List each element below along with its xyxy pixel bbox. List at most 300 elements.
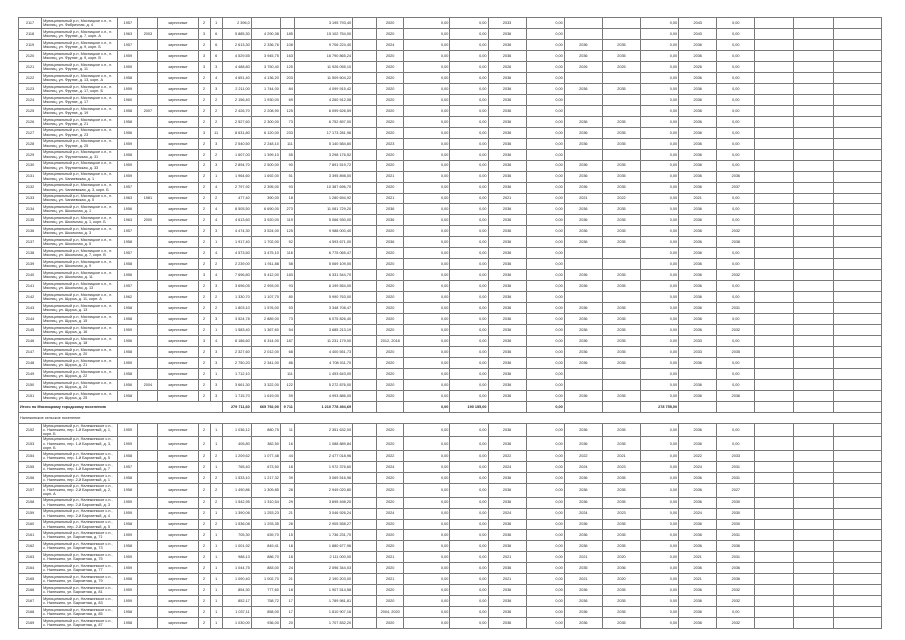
entrances-cell: 2 [210, 116, 222, 127]
empty-cell [755, 83, 793, 94]
total-area-cell: 1 964,60 [222, 171, 251, 182]
entrances-cell: 4 [210, 72, 222, 83]
work-c-cell: 0,00 [641, 39, 679, 50]
floors-cell: 2 [198, 160, 210, 171]
amount-cell: 0,00 [404, 574, 450, 585]
empty-cell [755, 292, 793, 303]
repair-year-cell: 2021 [377, 574, 404, 585]
year-c-cell: 2035 [602, 596, 640, 607]
year-b-cell: 2036 [564, 83, 602, 94]
empty-cell [833, 270, 881, 281]
empty-cell [755, 574, 793, 585]
empty-cell [564, 401, 602, 412]
living-area-cell [251, 18, 280, 29]
wall-material-cell: кирпичные [158, 248, 198, 259]
year-a-cell: 2036 [488, 358, 526, 369]
work-c-cell: 0,00 [641, 204, 679, 215]
work-a-cell: 0,00 [450, 193, 488, 204]
work-a-cell: 0,00 [450, 574, 488, 585]
work-a-cell: 0,00 [450, 204, 488, 215]
empty-cell [793, 270, 833, 281]
year-e-cell: 0,00 [717, 61, 755, 72]
year-built-cell: 1958 [118, 149, 138, 160]
empty-cell [755, 390, 793, 401]
empty-cell [755, 182, 793, 193]
work-b-cell: 0,00 [526, 519, 564, 530]
extra-cell [353, 483, 377, 497]
wall-material-cell: кирпичные [158, 574, 198, 585]
repair-year-cell: 2020 [377, 596, 404, 607]
living-area-cell: 858,00 [251, 607, 280, 618]
total-area-cell: 1 715,70 [222, 390, 251, 401]
year-built-cell: 1958 [118, 473, 138, 484]
year-d-cell: 2036 [679, 215, 717, 226]
work-b-cell: 0,00 [526, 215, 564, 226]
floors-cell: 2 [198, 473, 210, 484]
extra-cell [353, 437, 377, 451]
residents-cell: 51 [280, 171, 294, 182]
work-b-cell: 0,00 [526, 390, 564, 401]
wall-material-cell: кирпичные [158, 585, 198, 596]
residents-cell: 68 [280, 347, 294, 358]
address-cell: Муниципальный р-н, Мясницкое с.п., п. Мясниц, ул. Щорса, д. 16 [42, 325, 118, 336]
table-row [19, 204, 882, 215]
work-b-cell: 0,00 [526, 574, 564, 585]
year-b-cell: 2036 [564, 473, 602, 484]
year-a-cell: 2036 [488, 314, 526, 325]
repair-year-cell: 2020 [377, 473, 404, 484]
year-d-cell: 2036 [679, 116, 717, 127]
year-reconstructed-cell [138, 281, 158, 292]
wall-material-cell: кирпичные [158, 607, 198, 618]
row-number: 2119 [19, 39, 42, 50]
extra-cell [353, 607, 377, 618]
year-a-cell: 2036 [488, 423, 526, 437]
empty-cell [793, 473, 833, 484]
total-area-cell: 4 488,80 [222, 61, 251, 72]
wall-material-cell: кирпичные [158, 116, 198, 127]
repair-year-cell: 2020 [377, 292, 404, 303]
living-area-cell: 3 475,10 [251, 248, 280, 259]
work-b-cell: 0,00 [526, 182, 564, 193]
year-built-cell: 1959 [118, 530, 138, 541]
empty-cell [793, 237, 833, 248]
living-area-cell: 2 300,00 [251, 116, 280, 127]
empty-cell [793, 347, 833, 358]
work-c-cell: 0,00 [641, 248, 679, 259]
work-b-cell: 0,00 [526, 50, 564, 61]
year-reconstructed-cell [138, 182, 158, 193]
extra-cell [353, 552, 377, 563]
work-b-cell: 0,00 [526, 303, 564, 314]
year-d-cell: 2036 [679, 160, 717, 171]
floors-cell: 2 [198, 390, 210, 401]
amount-cell: 0,00 [404, 259, 450, 270]
work-c-cell: 0,00 [641, 462, 679, 473]
repair-year-cell: 2020 [377, 149, 404, 160]
repair-year-cell: 2020 [377, 226, 404, 237]
year-reconstructed-cell [138, 563, 158, 574]
year-built-cell: 1958 [118, 259, 138, 270]
empty-cell [833, 519, 881, 530]
row-number: 2122 [19, 72, 42, 83]
work-a-cell: 0,00 [450, 347, 488, 358]
residents-cell: 18 [280, 193, 294, 204]
year-c-cell: 2035 [602, 483, 640, 497]
address-cell: Муниципальный р-н, Мясницкое с.п., п. Мясниц, ул. Фрунзе, д. 9, корп. В [42, 50, 118, 61]
table-row [19, 563, 882, 574]
wall-material-cell: кирпичные [158, 83, 198, 94]
work-c-cell: 0,00 [641, 379, 679, 390]
address-cell: Муниципальный р-н, Належинское с.п., с. Належино, пер. 1-й Бархатный, д. 3, корп. Б [42, 437, 118, 451]
row-number: 2130 [19, 160, 42, 171]
work-c-cell: 0,00 [641, 437, 679, 451]
year-c-cell: 2035 [602, 530, 640, 541]
repair-year-cell: 2020 [377, 116, 404, 127]
work-a-cell: 0,00 [450, 437, 488, 451]
year-c-cell: 2035 [602, 473, 640, 484]
empty-cell [755, 18, 793, 29]
amount-cell: 0,00 [404, 303, 450, 314]
year-a-cell: 2036 [488, 171, 526, 182]
year-d-cell: 2036 [679, 182, 717, 193]
table-row [19, 160, 882, 171]
floors-cell: 2 [198, 149, 210, 160]
year-e-cell: 0,00 [717, 215, 755, 226]
residents-cell: 203 [280, 72, 294, 83]
empty-cell [755, 28, 793, 39]
subtotal-area-cell: 279 711,60 [222, 401, 251, 412]
work-a-cell: 0,00 [450, 596, 488, 607]
empty-cell [793, 497, 833, 508]
residents-cell: 273 [280, 204, 294, 215]
living-area-cell: 1 002,70 [251, 574, 280, 585]
year-b-cell: 2036 [564, 215, 602, 226]
empty-cell [833, 193, 881, 204]
cost-cell: 2 351 632,00 [294, 423, 352, 437]
empty-cell [793, 193, 833, 204]
work-a-cell: 0,00 [450, 423, 488, 437]
cost-cell: 6 075 826,40 [294, 314, 352, 325]
empty-cell [793, 72, 833, 83]
address-cell: Муниципальный р-н, Належинское с.п., с. Належино, ул. Бархатная, д. 85 [42, 607, 118, 618]
year-e-cell: 0,00 [717, 423, 755, 437]
extra-cell [353, 541, 377, 552]
extra-cell [353, 61, 377, 72]
address-cell: Муниципальный р-н, Мясницкое с.п., п. Мясниц, ул. Школьная, д. 13 [42, 281, 118, 292]
empty-cell [793, 596, 833, 607]
amount-cell: 0,00 [404, 94, 450, 105]
residents-cell: 233 [280, 127, 294, 138]
row-number: 2132 [19, 182, 42, 193]
living-area-cell: 4 136,20 [251, 72, 280, 83]
year-d-cell: 2033 [679, 347, 717, 358]
wall-material-cell: кирпичные [158, 226, 198, 237]
total-area-cell: 3 661,30 [222, 379, 251, 390]
year-e-cell: 2031 [717, 552, 755, 563]
section-header-row [19, 412, 882, 423]
year-b-cell: 2036 [564, 530, 602, 541]
empty-cell [833, 83, 881, 94]
repair-year-cell: 2020 [377, 281, 404, 292]
year-b-cell: 2036 [564, 182, 602, 193]
year-a-cell: 2036 [488, 215, 526, 226]
empty-cell [793, 314, 833, 325]
row-number: 2127 [19, 127, 42, 138]
entrances-cell: 2 [210, 497, 222, 508]
wall-material-cell: кирпичные [158, 28, 198, 39]
year-b-cell: 2036 [564, 390, 602, 401]
extra-cell [353, 292, 377, 303]
year-built-cell: 1963 [118, 193, 138, 204]
living-area-cell: 1 293,35 [251, 519, 280, 530]
extra-cell [353, 303, 377, 314]
table-row [19, 325, 882, 336]
wall-material-cell: кирпичные [158, 94, 198, 105]
floors-cell: 2 [198, 193, 210, 204]
year-reconstructed-cell [138, 437, 158, 451]
work-a-cell: 0,00 [450, 83, 488, 94]
table-row [19, 519, 882, 530]
living-area-cell: 2 500,00 [251, 160, 280, 171]
wall-material-cell: кирпичные [158, 552, 198, 563]
table-row [19, 248, 882, 259]
floors-cell: 2 [198, 171, 210, 182]
repair-year-cell: 2020 [377, 28, 404, 39]
year-c-cell [602, 292, 640, 303]
work-b-cell: 0,00 [526, 61, 564, 72]
work-a-cell: 0,00 [450, 325, 488, 336]
entrances-cell: 1 [210, 585, 222, 596]
work-a-cell: 0,00 [450, 541, 488, 552]
table-row [19, 28, 882, 39]
year-reconstructed-cell [138, 451, 158, 462]
wall-material-cell: кирпичные [158, 530, 198, 541]
extra-cell [353, 259, 377, 270]
year-reconstructed-cell [138, 226, 158, 237]
amount-cell: 0,00 [404, 237, 450, 248]
year-a-cell: 2022 [488, 451, 526, 462]
total-area-cell: 1 037,11 [222, 607, 251, 618]
row-number: 2117 [19, 18, 42, 29]
year-d-cell: 2036 [679, 83, 717, 94]
total-area-cell: 3 696,05 [222, 281, 251, 292]
entrances-cell: 3 [210, 83, 222, 94]
work-c-cell: 0,00 [641, 28, 679, 39]
entrances-cell: 1 [210, 171, 222, 182]
floors-cell: 3 [198, 336, 210, 347]
work-b-cell: 0,00 [526, 28, 564, 39]
total-area-cell: 2 613,30 [222, 39, 251, 50]
year-e-cell: 0,00 [717, 259, 755, 270]
year-built-cell: 1957 [118, 182, 138, 193]
year-reconstructed-cell [138, 530, 158, 541]
year-e-cell: 2032 [717, 585, 755, 596]
cost-cell: 4 993 886,00 [294, 390, 352, 401]
year-b-cell [564, 379, 602, 390]
empty-cell [833, 292, 881, 303]
cost-cell: 16 790 865,24 [294, 50, 352, 61]
amount-cell: 0,00 [404, 292, 450, 303]
table-row [19, 390, 882, 401]
extra-cell [353, 574, 377, 585]
year-built-cell: 1957 [118, 281, 138, 292]
address-cell: Муниципальный р-н, Мясницкое с.п., п. Мясниц, ул. Щорса, д. 24 [42, 379, 118, 390]
year-b-cell: 2036 [564, 39, 602, 50]
row-number: 2140 [19, 270, 42, 281]
year-d-cell [679, 369, 717, 380]
year-reconstructed-cell: 1981 [138, 193, 158, 204]
year-b-cell [564, 248, 602, 259]
year-a-cell: 2036 [488, 596, 526, 607]
repair-year-cell: 2020 [377, 563, 404, 574]
extra-cell [353, 50, 377, 61]
empty-cell [755, 270, 793, 281]
year-d-cell: 2036 [679, 94, 717, 105]
year-reconstructed-cell [138, 18, 158, 29]
work-c-cell: 0,00 [641, 127, 679, 138]
year-reconstructed-cell [138, 390, 158, 401]
extra-cell [353, 281, 377, 292]
work-c-cell: 0,00 [641, 552, 679, 563]
empty-cell [833, 259, 881, 270]
year-e-cell: 0,00 [717, 149, 755, 160]
empty-cell [793, 116, 833, 127]
residents-cell: 90 [280, 160, 294, 171]
year-built-cell: 1957 [118, 462, 138, 473]
repair-year-cell: 2036 [377, 237, 404, 248]
work-c-cell: 0,00 [641, 83, 679, 94]
year-c-cell [602, 18, 640, 29]
address-cell: Муниципальный р-н, Мясницкое с.п., п. Мясниц, ул. Фрунзе, д. 9, корп. Б [42, 39, 118, 50]
empty-cell [793, 18, 833, 29]
floors-cell: 2 [198, 226, 210, 237]
table-row [19, 259, 882, 270]
total-area-cell: 2 894,70 [222, 160, 251, 171]
cost-cell: 3 685 213,19 [294, 325, 352, 336]
work-b-cell: 0,00 [526, 347, 564, 358]
year-built-cell: 1959 [118, 563, 138, 574]
year-b-cell: 2036 [564, 281, 602, 292]
address-cell: Муниципальный р-н, Мясницкое с.п., п. Мясниц, ул. Фрунзе, д. 21 [42, 116, 118, 127]
repair-year-cell: 2020 [377, 497, 404, 508]
work-a-cell: 0,00 [450, 473, 488, 484]
year-b-cell [564, 28, 602, 39]
amount-cell: 0,00 [404, 423, 450, 437]
empty-cell [793, 336, 833, 347]
table-row [19, 483, 882, 497]
amount-cell: 0,00 [404, 171, 450, 182]
address-cell: Муниципальный р-н, Мясницкое с.п., п. Мясниц, ул. Фрунзе, д. 7, корп. А [42, 28, 118, 39]
cost-cell: 1 736 231,70 [294, 530, 352, 541]
entrances-cell: 1 [210, 508, 222, 519]
year-b-cell: 2022 [564, 451, 602, 462]
work-c-cell: 0,00 [641, 574, 679, 585]
year-built-cell: 1958 [118, 451, 138, 462]
entrances-cell: 3 [210, 160, 222, 171]
year-built-cell: 1963 [118, 215, 138, 226]
residents-cell: 93 [280, 281, 294, 292]
table-row [19, 105, 882, 116]
empty-cell [755, 248, 793, 259]
year-c-cell: 2035 [602, 390, 640, 401]
row-number: 2152 [19, 423, 42, 437]
work-a-cell: 0,00 [450, 237, 488, 248]
year-d-cell: 2036 [679, 248, 717, 259]
empty-cell [755, 259, 793, 270]
repair-year-cell: 2024 [377, 39, 404, 50]
year-e-cell: 2032 [717, 618, 755, 629]
floors-cell: 2 [198, 204, 210, 215]
empty-cell [793, 530, 833, 541]
extra-cell [353, 585, 377, 596]
work-c-cell: 0,00 [641, 358, 679, 369]
work-c-cell: 0,00 [641, 541, 679, 552]
work-a-cell: 0,00 [450, 508, 488, 519]
year-d-cell: 2036 [679, 204, 717, 215]
total-area-cell: 2 156,40 [222, 94, 251, 105]
cost-cell: 5 140 584,60 [294, 138, 352, 149]
table-row [19, 72, 882, 83]
year-reconstructed-cell: 2000 [138, 215, 158, 226]
empty-cell [755, 72, 793, 83]
residents-cell: 187 [280, 336, 294, 347]
wall-material-cell: кирпичные [158, 390, 198, 401]
work-c-cell: 0,00 [641, 607, 679, 618]
table-row [19, 94, 882, 105]
residents-cell: 185 [280, 28, 294, 39]
work-a-cell: 0,00 [450, 336, 488, 347]
total-area-cell: 1 536,08 [222, 519, 251, 530]
row-number: 2125 [19, 105, 42, 116]
year-b-cell [564, 94, 602, 105]
amount-cell: 0,00 [404, 226, 450, 237]
row-number: 2160 [19, 519, 42, 530]
empty-cell [793, 204, 833, 215]
entrances-cell: 2 [210, 483, 222, 497]
year-d-cell: 2036 [679, 39, 717, 50]
work-b-cell: 0,00 [526, 94, 564, 105]
total-area-cell: 1 542,95 [222, 497, 251, 508]
entrances-cell: 4 [210, 204, 222, 215]
floors-cell: 2 [198, 303, 210, 314]
empty-cell [602, 401, 640, 412]
amount-cell: 0,00 [404, 182, 450, 193]
work-b-cell: 0,00 [526, 204, 564, 215]
floors-cell: 2 [198, 508, 210, 519]
wall-material-cell: кирпичные [158, 336, 198, 347]
address-cell: Муниципальный р-н, Мясницкое с.п., п. Мясниц, ул. Щорса, д. 15 [42, 314, 118, 325]
year-c-cell: 2035 [602, 314, 640, 325]
residents-cell: 119 [280, 215, 294, 226]
table-row [19, 237, 882, 248]
row-number: 2142 [19, 292, 42, 303]
repair-year-cell: 2021 [377, 193, 404, 204]
extra-cell [353, 204, 377, 215]
extra-cell [353, 325, 377, 336]
year-a-cell: 2036 [488, 259, 526, 270]
table-row [19, 541, 882, 552]
living-area-cell: 2 336,76 [251, 39, 280, 50]
year-a-cell: 2036 [488, 390, 526, 401]
year-e-cell: 2031 [717, 303, 755, 314]
entrances-cell: 4 [210, 182, 222, 193]
empty-cell [793, 171, 833, 182]
floors-cell: 2 [198, 607, 210, 618]
year-b-cell: 2036 [564, 303, 602, 314]
year-reconstructed-cell [138, 83, 158, 94]
year-e-cell: 2030 [717, 497, 755, 508]
